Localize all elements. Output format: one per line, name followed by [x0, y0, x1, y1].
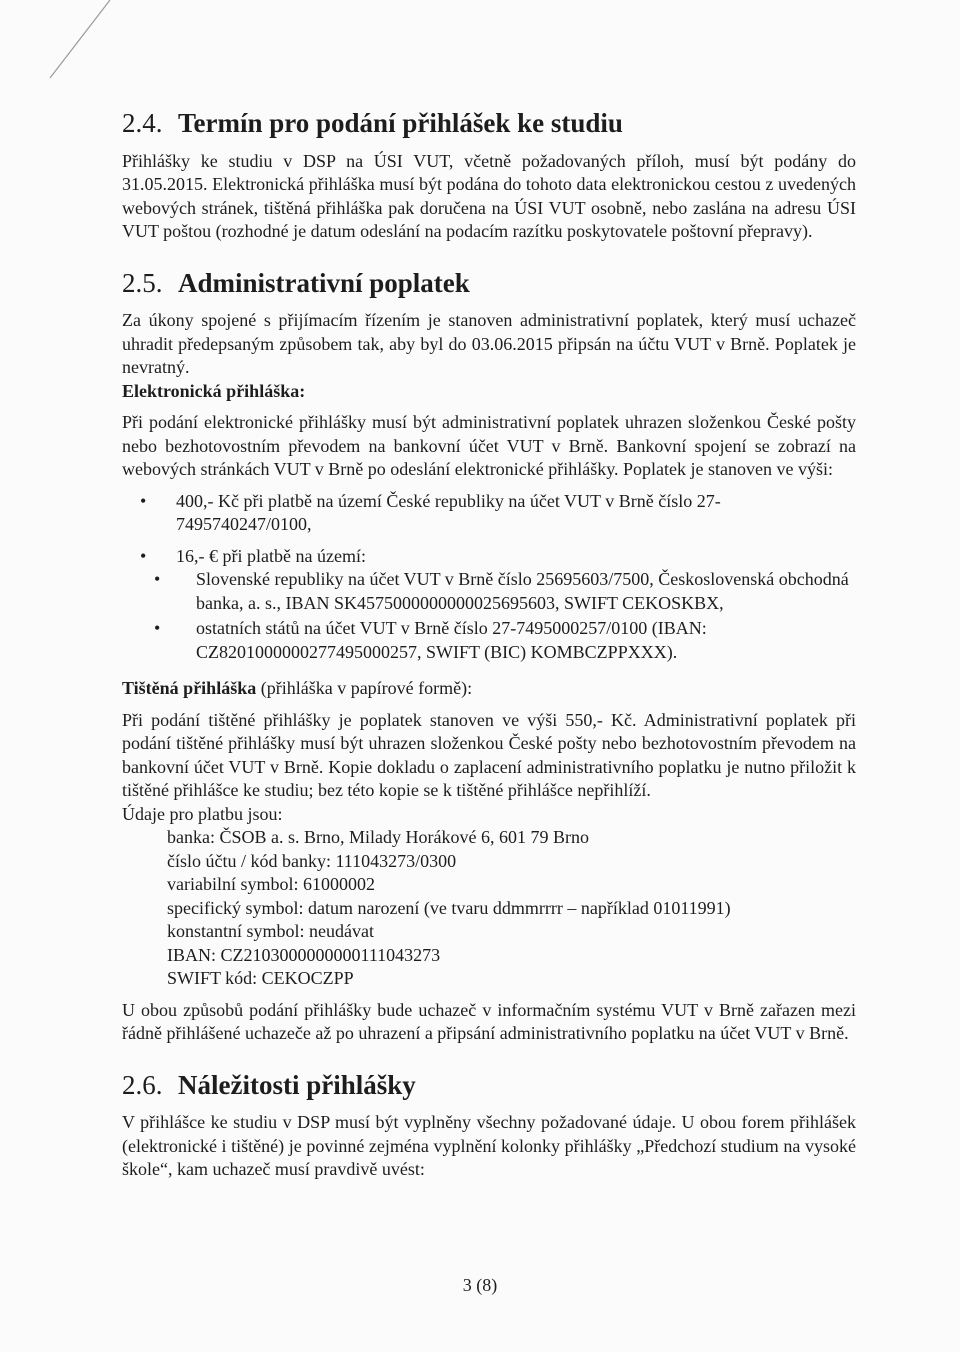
section-title: Termín pro podání přihlášek ke studiu: [178, 108, 623, 138]
fee-czk-text: 400,- Kč při platbě na území České republiky na účet VUT v Brně číslo 27-7495740247/0100,: [176, 490, 721, 534]
payment-variable-symbol: variabilní symbol: 61000002: [167, 874, 375, 894]
section-number: 2.5.: [122, 267, 163, 298]
other-countries-account-text: ostatních států na účet VUT v Brně číslo 27-7495000257/0100 (IBAN: CZ8201000000277495000257, SWIFT (BIC) KOMBCZPPXXX).: [196, 618, 707, 662]
section-heading-2-6: [122, 1069, 856, 1100]
payment-account: číslo účtu / kód banky: 111043273/0300: [167, 850, 457, 871]
payment-bank: banka: ČSOB a. s. Brno, Milady Horákové 6, 601 79 Brno: [167, 827, 589, 847]
section-number: 2.4.: [122, 108, 163, 138]
section-heading-2-5: [122, 267, 856, 298]
payment-constant-symbol: konstantní symbol: neudávat: [167, 921, 374, 941]
printed-heading-rest: (přihláška v papírové formě):: [256, 678, 473, 698]
payment-specific-symbol: specifický symbol: datum narození (ve tvaru ddmmrrrr – například 01011991): [167, 897, 731, 918]
payment-swift: SWIFT kód: CEKOCZPP: [167, 968, 354, 988]
fee-eur-sublist: [176, 568, 856, 664]
payment-intro: Údaje pro platbu jsou:: [122, 803, 283, 824]
scan-edge-mark: [40, 0, 120, 80]
section-title: Administrativní poplatek: [178, 267, 470, 298]
section-title: Náležitosti přihlášky: [178, 1069, 416, 1100]
section-number: 2.6.: [122, 1069, 163, 1100]
printed-application-heading: [122, 677, 856, 701]
payment-iban: IBAN: CZ2103000000000111043273: [167, 944, 441, 965]
page-number: 3 (8): [462, 1275, 498, 1295]
list-item: [122, 545, 856, 665]
electronic-application-heading: Elektronická přihláška:: [122, 380, 306, 401]
document-body: [122, 108, 856, 1182]
fee-paragraph: Za úkony spojené s přijímacím řízením je stanoven administrativní poplatek, který musí uchazeč uhradit předepsaným způsobem tak, aby byl do 03.06.2015 připsán na účtu VUT v Brně. Poplatek je nevratný.: [122, 310, 856, 377]
fee-eur-text: 16,- € při platbě na území:: [176, 545, 366, 566]
closing-paragraph: U obou způsobů podání přihlášky bude uchazeč v informačním systému VUT v Brně zařazen mezi řádně přihlášené uchazeče až po uhrazení a připsání administrativního poplatku na účet VUT v Brně.: [122, 999, 856, 1043]
printed-application-paragraph: Při podání tištěné přihlášky je poplatek stanoven ve výši 550,- Kč. Administrativní poplatek při podání tištěné přihlášky musí být uhrazen složenkou České pošty nebo bezhotovostním převodem na bankovní účet VUT v Brně. Kopie dokladu o zaplacení administrativního poplatku je nutno přiložit k tištěné přihlášce ke studiu; bez této kopie se k tištěné přihlášce nepřihlíží.: [122, 709, 856, 800]
list-item: [176, 617, 856, 664]
list-item: [176, 568, 856, 615]
section-heading-2-4: [122, 108, 856, 138]
fee-list: [122, 490, 856, 665]
slovak-account-text: Slovenské republiky na účet VUT v Brně číslo 25695603/7500, Československá obchodná banka, a. s., IBAN SK4575000000000025695603, SWIFT CEKOSKBX,: [196, 569, 849, 613]
printed-heading-bold: Tištěná přihláška: [122, 678, 257, 698]
deadline-paragraph: Přihlášky ke studiu v DSP na ÚSI VUT, včetně požadovaných příloh, musí být podány do 31.05.2015. Elektronická přihláška musí být podána do tohoto data elektronickou cestou z uvedených webových stránek, tištěná přihláška pak doručena na ÚSI VUT osobně, nebo zaslána na adresu ÚSI VUT poštou (rozhodné je datum odeslání na podacím razítku poskytovatele poštovní přepravy).: [122, 150, 856, 241]
list-item: [122, 490, 856, 537]
payment-details: [122, 826, 856, 991]
requirements-paragraph: V přihlášce ke studiu v DSP musí být vyplněny všechny požadované údaje. U obou forem přihlášek (elektronické i tištěné) je povinné zejména vyplnění kolonky přihlášky „Předchozí studium na vysoké škole“, kam uchazeč musí pravdivě uvést:: [122, 1112, 856, 1179]
electronic-application-paragraph: Při podání elektronické přihlášky musí být administrativní poplatek uhrazen složenkou České pošty nebo bezhotovostním převodem na bankovní účet VUT v Brně. Bankovní spojení se zobrazí na webových stránkách VUT v Brně po odeslání elektronické přihlášky. Poplatek je stanoven ve výši:: [122, 412, 856, 479]
